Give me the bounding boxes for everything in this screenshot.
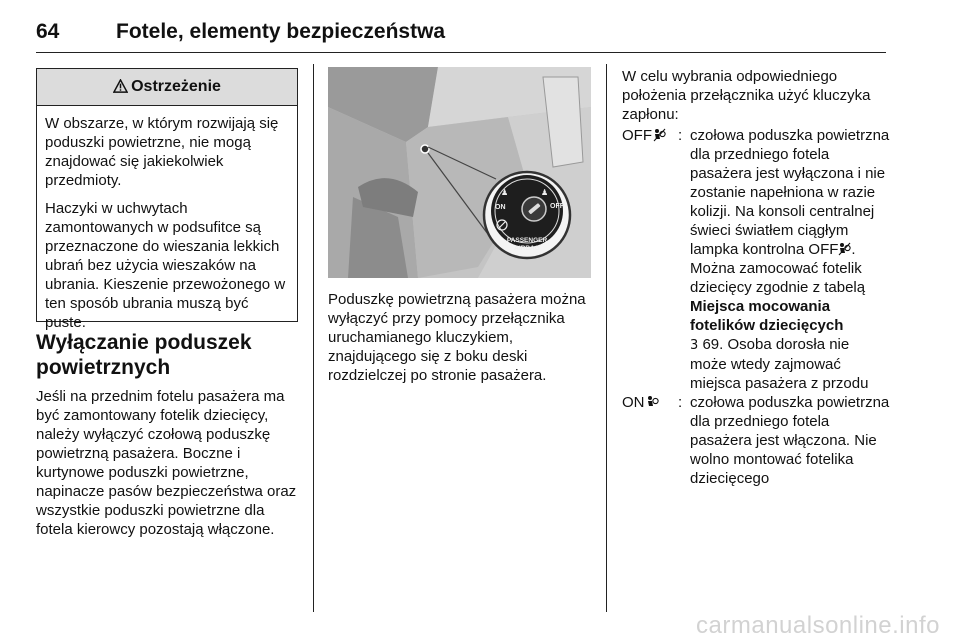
- def-term-text: ON: [622, 394, 645, 411]
- page-title: Fotele, elementy bezpieczeństwa: [116, 20, 446, 43]
- airbag-off-indicator-icon: [838, 242, 851, 256]
- figure-caption: Poduszkę powietrzną pasażera można wyłączyć przy pomocy przełącznika uruchamianego kluczykiem, znajdującego się z boku deski rozdzielczej po stronie pasażera.: [328, 291, 586, 384]
- svg-text:♟: ♟: [541, 188, 549, 197]
- switch-on-label: ON: [495, 204, 506, 211]
- warning-body: [37, 106, 297, 332]
- switch-off-label: OFF: [550, 203, 564, 210]
- warning-paragraph: W obszarze, w którym rozwijają się poduszki powietrzne, nie mogą znajdować się jakiekolwiek przedmioty.: [45, 115, 279, 189]
- dashboard-drawing: [328, 67, 591, 278]
- warning-box: [36, 68, 298, 331]
- switch-passenger-label: PASSENGER: [506, 237, 548, 244]
- definition-off: [622, 126, 890, 392]
- def-term-off: [622, 126, 666, 145]
- airbag-switch-illustration: [328, 67, 591, 278]
- warning-triangle-icon: [113, 79, 128, 93]
- airbag-off-icon: [653, 128, 666, 142]
- section-body: Jeśli na przednim fotelu pasażera ma być zamontowany fotelik dziecięcy, należy wyłączyć czołową poduszkę powietrzną pasażera. Boczne i kurtynowe poduszki powietrzne, napinacze pasów bezpieczeństwa oraz wszystkie poduszki powietrzne dla fotela kierowcy pozostają włączone.: [36, 388, 297, 538]
- definition-on: [622, 393, 890, 503]
- switch-intro: W celu wybrania odpowiedniego położenia przełącznika użyć kluczyka zapłonu:: [622, 68, 871, 123]
- def-term-on: [622, 393, 659, 412]
- def-desc-text: czołowa poduszka powietrzna dla przedniego fotela pasażera jest wyłączona i nie zostanie napełniona w razie kolizji. Na konsoli centralnej świeci światłem ciągłym lampka kontrolna OFF: [690, 127, 890, 258]
- warning-title: Ostrzeżenie: [131, 78, 221, 95]
- watermark: carmanualsonline.info: [696, 612, 940, 639]
- def-term-text: OFF: [622, 127, 652, 144]
- page-number: 64: [36, 20, 60, 43]
- warning-paragraph: Haczyki w uchwytach zamontowanych w podsufitce są przeznaczone do wieszania lekkich ubrań bez użycia wieszaków na ubrania. Kieszenie przewożonego w ten sposób ubrania muszą być puste.: [45, 200, 286, 331]
- def-colon: :: [678, 394, 683, 411]
- section-heading: Wyłączanie poduszek powietrznych: [36, 331, 252, 379]
- def-desc-on: czołowa poduszka powietrzna dla przedniego fotela pasażera jest włączona. Nie wolno montować fotelika dziecięcego: [690, 394, 890, 487]
- cross-reference-link[interactable]: Miejsca mocowania fotelików dziecięcych: [690, 298, 844, 334]
- column-divider: [606, 64, 607, 612]
- page-arrow-icon: 3: [690, 338, 699, 353]
- airbag-on-icon: [646, 395, 659, 409]
- svg-text:♟: ♟: [501, 188, 509, 197]
- warning-header: [37, 69, 297, 106]
- def-desc-off: [690, 126, 890, 393]
- def-desc-text: . Można zamocować fotelik dziecięcy zgodnie z tabelą: [690, 241, 866, 296]
- page-header: [36, 16, 886, 53]
- switch-airbag-label: AIRBAG: [514, 245, 540, 252]
- def-desc-text: 69. Osoba dorosła nie może wtedy zajmować miejsca pasażera z przodu: [690, 336, 869, 392]
- def-colon: :: [678, 127, 683, 144]
- column-divider: [313, 64, 314, 612]
